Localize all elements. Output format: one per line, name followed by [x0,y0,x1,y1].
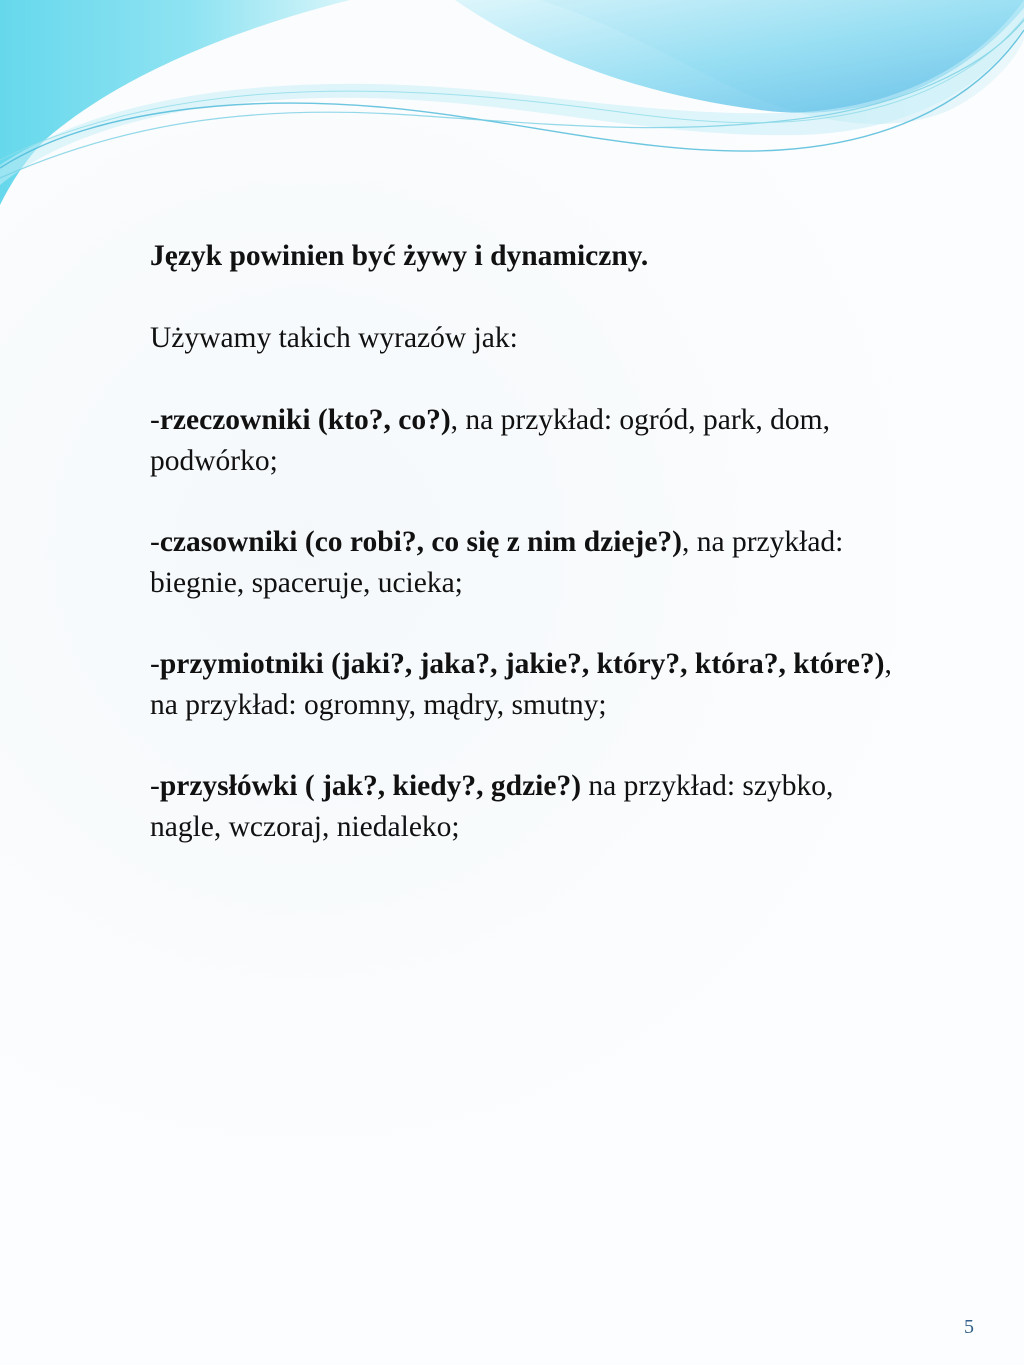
list-item-adverbs [150,766,910,848]
spacer [150,482,910,522]
slide-content [150,236,910,848]
item-rest: , na przykład: ogromny, mądry, smutny; [150,648,892,721]
spacer [150,726,910,766]
item-rest: , na przykład: ogród, park, dom, podwórko; [150,404,830,477]
slide-heading: Język powinien być żywy i dynamiczny. [150,240,649,272]
spacer [150,277,910,318]
intro-text: Używamy takich wyrazów jak: [150,322,518,354]
list-item-nouns [150,400,910,482]
item-term: czasowniki (co robi?, co się z nim dzieje?) [159,526,682,558]
item-term: przymiotniki (jaki?, jaka?, jakie?, który?, która?, które?) [159,648,885,680]
item-prefix: - [150,770,160,802]
list-item-adjectives [150,644,910,726]
decorative-wave-header [0,0,1024,220]
item-rest: na przykład: szybko, nagle, wczoraj, niedaleko; [150,770,834,843]
list-item-verbs [150,522,910,604]
item-rest: , na przykład: biegnie, spaceruje, ucieka; [150,526,844,599]
item-term: rzeczowniki (kto?, co?) [159,404,451,436]
spacer [150,359,910,400]
item-prefix: - [150,648,160,680]
item-term: przysłówki ( jak?, kiedy?, gdzie?) [159,770,582,802]
spacer [150,604,910,644]
item-prefix: - [150,404,160,436]
page-number: 5 [964,1316,974,1338]
item-prefix: - [150,526,160,558]
